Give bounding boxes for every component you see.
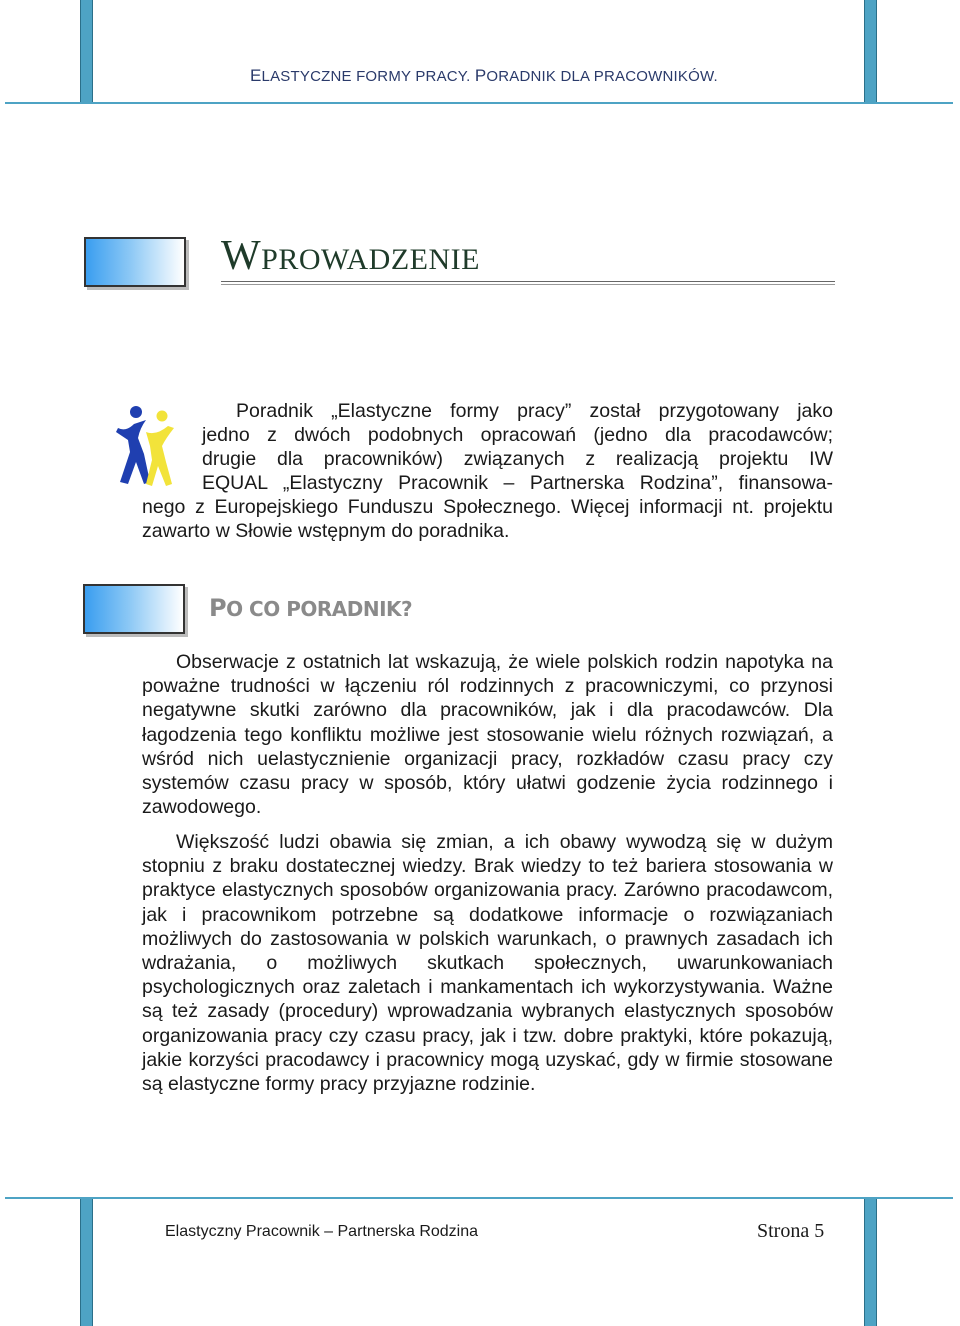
header-rule bbox=[5, 102, 953, 104]
intro-line: Poradnik „Elastyczne formy pracy” został przygotowany jako bbox=[236, 400, 833, 422]
page-number: Strona 5 bbox=[757, 1220, 825, 1242]
title-underline bbox=[221, 281, 835, 282]
family-logo-icon bbox=[112, 402, 178, 490]
intro-line: zawarto w Słowie wstępnym do poradnika. bbox=[142, 520, 510, 542]
footer-rule bbox=[5, 1197, 953, 1199]
right-top-bar bbox=[864, 0, 877, 104]
subsection-heading: PO CO PORADNIK? bbox=[209, 594, 413, 622]
body-paragraph: Obserwacje z ostatnich lat wskazują, że wiele polskich rodzin napotyka na poważne trudności w łączeniu ról rodzinnych z pracowniczymi, co przynosi negatywne skutki zarówno dla pracowników, jak i dla pracodawców. Dla łagodzenia tego konfliktu możliwe jest stosowanie wielu różnych rozwiązań, a wśród nich uelastycznienie organizacji pracy, rozkładów czasu pracy czy systemów czasu pracy w sposób, który ułatwi godzenie życia rodzinnego i zawodowego. bbox=[142, 651, 833, 819]
gradient-box-icon bbox=[83, 584, 185, 634]
body-paragraph: Większość ludzi obawia się zmian, a ich obawy wywodzą się w dużym stopniu z braku dostatecznej wiedzy. Brak wiedzy to też bariera stosowania w praktyce elastycznych sposobów organizowania pracy. Zarówno pracodawcom, jak i pracownikom potrzebne są dodatkowe informacje o rozwiązaniach możliwych do zastosowania w polskich warunkach, o prawnych zasadach ich wdrażania, o możliwych skutkach społecznych, uwarunkowaniach psychologicznych oraz zaletach i mankamentach ich wykorzystywania. Ważne są też zasady (procedury) wprowadzania wybranych elastycznych sposobów organizowania pracy czy czasu pracy, jak i tzw. dobre praktyki, które pokazują, jakie korzyści pracodawcy i pracownicy mogą uzyskać, gdy w firmie stosowane są elastyczne formy pracy przyjazne rodzinie. bbox=[142, 831, 833, 1096]
intro-line: nego z Europejskiego Funduszu Społecznego. Więcej informacji nt. projektu bbox=[142, 496, 833, 518]
left-top-bar bbox=[80, 0, 93, 104]
left-bottom-bar bbox=[80, 1198, 93, 1326]
intro-line: EQUAL „Elastyczny Pracownik – Partnerska Rodzina”, finansowa- bbox=[202, 472, 833, 494]
intro-line: drugie dla pracowników) związanych z realizacją projektu IW bbox=[202, 448, 833, 470]
intro-line: jedno z dwóch podobnych opracowań (jedno dla pracodawców; bbox=[202, 424, 833, 446]
right-bottom-bar bbox=[864, 1198, 877, 1326]
running-header: ELASTYCZNE FORMY PRACY. PORADNIK DLA PRACOWNIKÓW. bbox=[250, 66, 718, 85]
gradient-box-icon bbox=[84, 237, 186, 287]
section-title: WPROWADZENIE bbox=[221, 233, 480, 279]
title-underline-secondary bbox=[221, 284, 835, 285]
footer-project-name: Elastyczny Pracownik – Partnerska Rodzina bbox=[165, 1223, 479, 1240]
